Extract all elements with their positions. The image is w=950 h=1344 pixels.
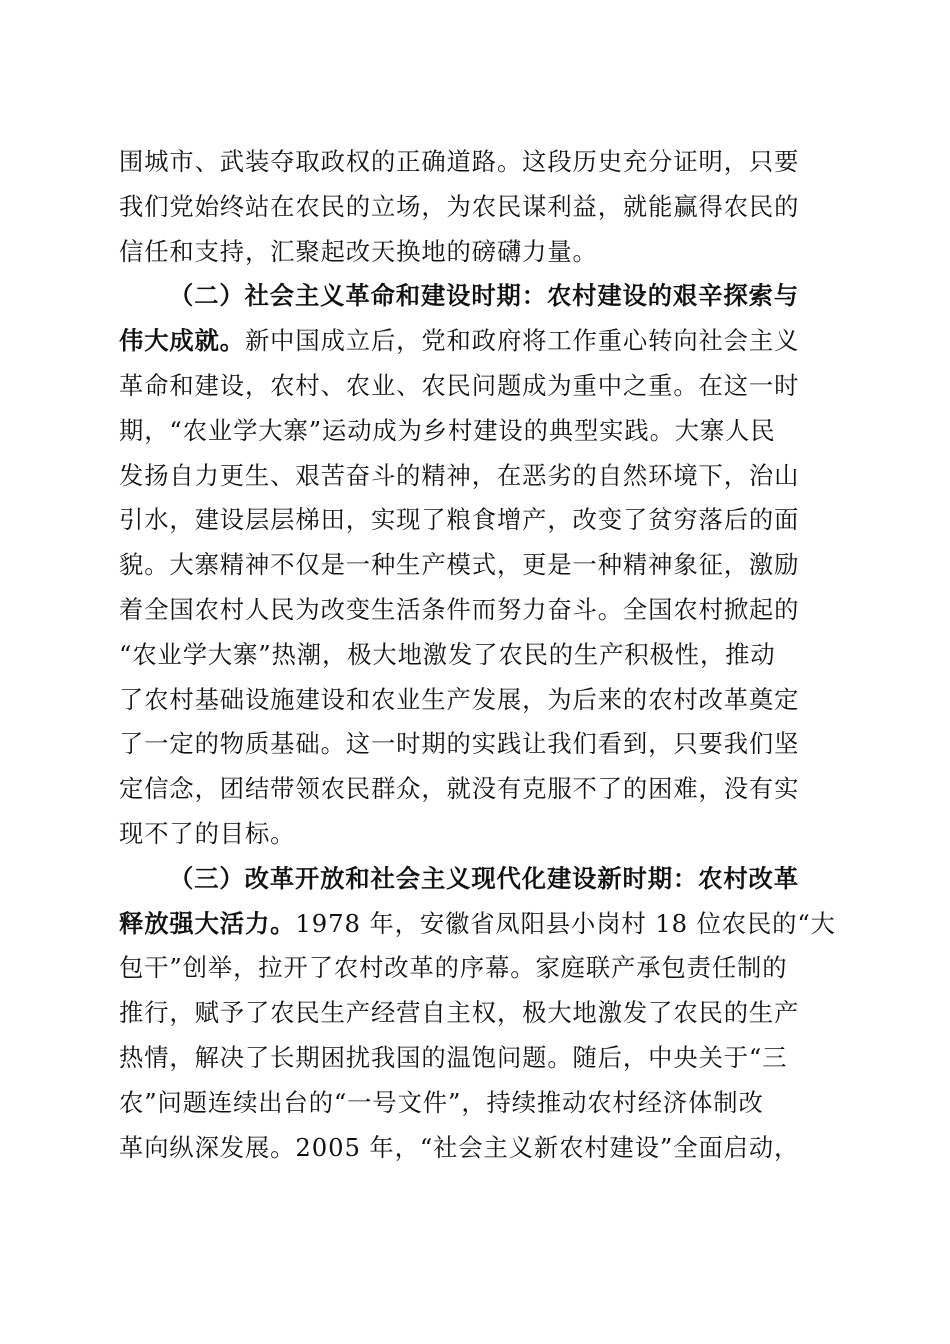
paragraph-line: 农”问题连续出台的“一号文件”，持续推动农村经济体制改	[119, 1087, 764, 1117]
paragraph-line	[119, 319, 829, 364]
paragraph-line: 定信念，团结带领农民群众，就没有克服不了的困难，没有实	[119, 774, 800, 804]
section-heading: （三）改革开放和社会主义现代化建设新时期：农村改革	[169, 863, 799, 893]
document-page	[119, 140, 836, 1170]
paragraph-line: 了一定的物质基础。这一时期的实践让我们看到，只要我们坚	[119, 729, 800, 759]
paragraph-line: 信任和支持，汇聚起改天换地的磅礴力量。	[119, 236, 598, 266]
paragraph-line: 着全国农村人民为改变生活条件而努力奋斗。全国农村掀起的	[119, 594, 800, 624]
paragraph-line: 发扬自力更生、艰苦奋斗的精神，在恶劣的自然环境下，治山	[119, 460, 800, 490]
paragraph-line: 推行，赋予了农民生产经营自主权，极大地激发了农民的生产	[119, 998, 800, 1028]
paragraph-line: 包干”创举，拉开了农村改革的序幕。家庭联产承包责任制的	[119, 953, 788, 983]
paragraph-line: 引水，建设层层梯田，实现了粮食增产，改变了贫穷落后的面	[119, 505, 800, 535]
paragraph-line: 现不了的目标。	[119, 818, 296, 848]
section-heading-tail: 释放强大活力。	[119, 908, 296, 938]
paragraph-line	[119, 902, 836, 947]
paragraph-line: 革命和建设，农村、农业、农民问题成为重中之重。在这一时	[119, 370, 800, 400]
paragraph-line: 革向纵深发展。2005 年，“社会主义新农村建设”全面启动，	[119, 1132, 800, 1162]
paragraph-line: 了农村基础设施建设和农业生产发展，为后来的农村改革奠定	[119, 684, 800, 714]
paragraph-line: 热情，解决了长期困扰我国的温饱问题。随后，中央关于“三	[119, 1042, 788, 1072]
paragraph-text: 新中国成立后，党和政府将工作重心转向社会主义	[244, 326, 800, 356]
section-heading: （二）社会主义革命和建设时期：农村建设的艰辛探索与	[169, 281, 799, 311]
paragraph-line: “农业学大寨”热潮，极大地激发了农民的生产积极性，推动	[119, 639, 776, 669]
paragraph-text: 1978 年，安徽省凤阳县小岗村 18 位农民的“大	[295, 908, 836, 938]
paragraph-line: 期，“农业学大寨”运动成为乡村建设的典型实践。大寨人民	[119, 415, 776, 445]
paragraph-line: 我们党始终站在农民的立场，为农民谋利益，就能赢得农民的	[119, 191, 800, 221]
section-heading-tail: 伟大成就。	[119, 326, 245, 356]
paragraph-line: 围城市、武装夺取政权的正确道路。这段历史充分证明，只要	[119, 147, 800, 176]
paragraph-line: 貌。大寨精神不仅是一种生产模式，更是一种精神象征，激励	[119, 550, 800, 580]
